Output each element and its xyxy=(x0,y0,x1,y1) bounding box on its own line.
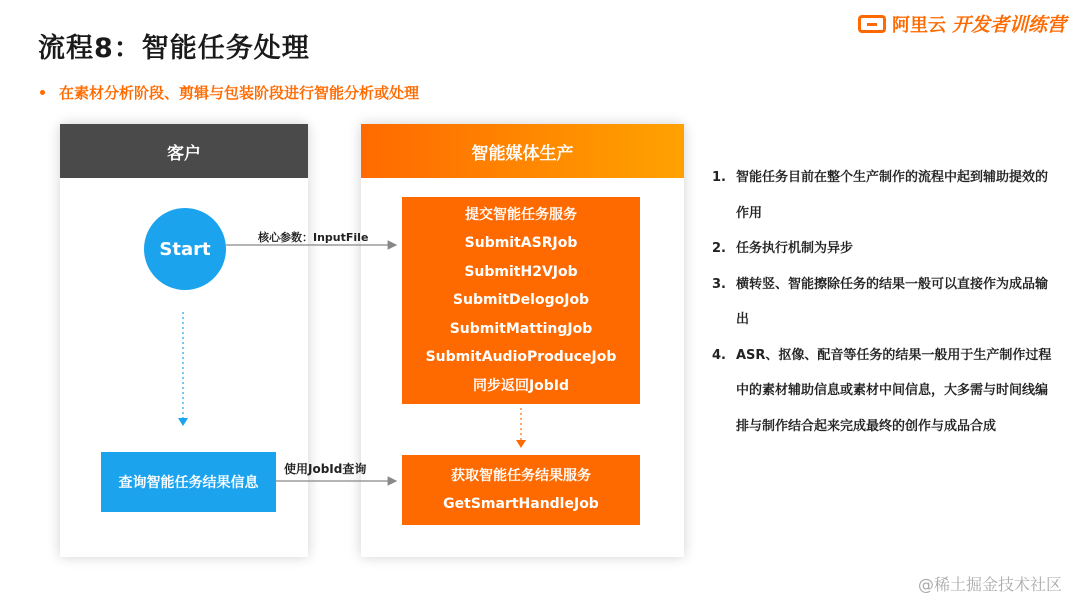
submit-box-line: SubmitH2VJob xyxy=(464,263,578,280)
submit-box-line: 同步返回JobId xyxy=(472,377,570,394)
arrow-label-input-param: 核心参数：InputFile xyxy=(258,231,369,244)
note-text: 横转竖、智能擦除任务的结果一般可以直接作为成品输出 xyxy=(736,276,1049,327)
note-number: 3. xyxy=(712,276,726,292)
get-box-line: GetSmartHandleJob xyxy=(443,496,599,512)
note-number: 1. xyxy=(712,170,726,185)
get-box-line: 获取智能任务结果服务 xyxy=(451,468,591,484)
note-item xyxy=(712,160,1052,231)
start-node: Start xyxy=(144,208,226,290)
query-result-box: 查询智能任务结果信息 xyxy=(101,452,276,512)
submit-box-line: SubmitDelogoJob xyxy=(452,292,590,309)
note-text: 任务执行机制为异步 xyxy=(736,241,854,256)
note-text: 智能任务目前在整个生产制作的流程中起到辅助提效的作用 xyxy=(736,170,1049,221)
subtitle-text: 在素材分析阶段、剪辑与包装阶段进行智能分析或处理 xyxy=(59,84,420,102)
media-panel-header: 智能媒体生产 xyxy=(361,124,684,178)
arrow-down-blue-head xyxy=(178,418,188,426)
note-number: 4. xyxy=(712,347,726,363)
note-number: 2. xyxy=(712,241,726,256)
note-item xyxy=(712,231,1052,267)
arrow-down-orange-head xyxy=(516,440,526,448)
arrow-label-query: 使用JobId查询 xyxy=(284,462,367,476)
note-text: ASR、抠像、配音等任务的结果一般用于生产制作过程中的素材辅助信息或素材中间信息，大多需与时间线编排与制作结合起来完成最终的创作与成品合成 xyxy=(736,347,1052,434)
get-result-box xyxy=(402,455,640,525)
submit-task-box xyxy=(402,197,640,404)
watermark: @稀土掘金技术社区 xyxy=(917,575,1062,594)
note-item xyxy=(712,338,1052,445)
submit-box-line: SubmitAudioProduceJob xyxy=(425,349,617,366)
submit-box-line: SubmitASRJob xyxy=(464,235,578,252)
note-item xyxy=(712,267,1052,338)
logo-program: 开发者训练营 xyxy=(951,14,1066,36)
notes-list xyxy=(712,160,1052,444)
logo-brand: 阿里云 xyxy=(891,14,946,36)
customer-panel-header: 客户 xyxy=(60,124,308,178)
submit-box-line: 提交智能任务服务 xyxy=(465,206,577,223)
page-title: 流程8：智能任务处理 xyxy=(38,33,310,64)
submit-box-line: SubmitMattingJob xyxy=(449,320,593,337)
